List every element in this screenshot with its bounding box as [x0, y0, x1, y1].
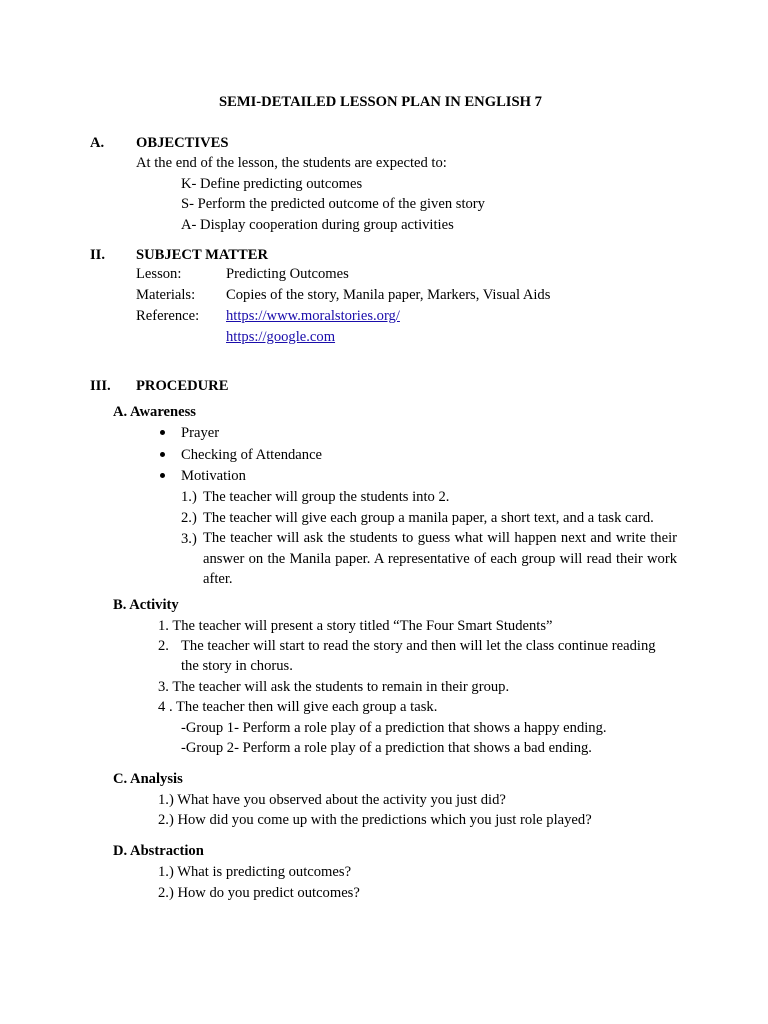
document-title: SEMI-DETAILED LESSON PLAN IN ENGLISH 7: [219, 94, 542, 110]
objectives-intro: At the end of the lesson, the students are expected to:: [136, 155, 447, 171]
bullet-prayer: [160, 430, 165, 435]
activity-step-3: 3. The teacher will ask the students to remain in their group.: [158, 679, 510, 695]
procedure-heading: PROCEDURE: [136, 378, 229, 394]
activity-heading: B. Activity: [113, 597, 179, 613]
awareness-bullet-motivation: Motivation: [181, 468, 246, 484]
analysis-question-1: 1.) What have you observed about the activity you just did?: [158, 792, 506, 808]
awareness-step-1-number: 1.): [181, 489, 197, 505]
objective-knowledge: K- Define predicting outcomes: [181, 176, 363, 192]
abstraction-heading: D. Abstraction: [113, 843, 204, 859]
objectives-number: A.: [90, 135, 105, 151]
procedure-number: III.: [90, 378, 111, 394]
awareness-step-3-text: The teacher will ask the students to guess what will happen next and write their answer on the Manila paper. A representative of each group will read their work after.: [203, 530, 677, 587]
lesson-value: Predicting Outcomes: [226, 266, 349, 282]
subject-matter-number: II.: [90, 247, 106, 263]
awareness-heading: A. Awareness: [113, 404, 196, 420]
materials-value: Copies of the story, Manila paper, Markers, Visual Aids: [226, 287, 551, 303]
reference-link-google[interactable]: https://google.com: [226, 329, 336, 345]
lesson-label: Lesson:: [136, 266, 182, 282]
awareness-step-1-text: The teacher will group the students into 2.: [203, 489, 450, 505]
analysis-question-2: 2.) How did you come up with the predictions which you just role played?: [158, 812, 592, 828]
reference-label: Reference:: [136, 308, 200, 324]
activity-group-1: -Group 1- Perform a role play of a prediction that shows a happy ending.: [181, 720, 607, 736]
subject-matter-heading: SUBJECT MATTER: [136, 247, 269, 263]
activity-step-2-line-1: The teacher will start to read the story and then will let the class continue reading: [181, 638, 656, 654]
bullet-attendance: [160, 452, 165, 457]
activity-step-4: 4 . The teacher then will give each group a task.: [158, 699, 438, 715]
activity-step-2-number: 2.: [158, 638, 169, 654]
activity-step-1: 1. The teacher will present a story titled “The Four Smart Students”: [158, 618, 553, 634]
analysis-heading: C. Analysis: [113, 771, 183, 787]
reference-link-moralstories[interactable]: https://www.moralstories.org/: [226, 308, 400, 324]
objective-skill: S- Perform the predicted outcome of the given story: [181, 196, 485, 212]
objective-attitude: A- Display cooperation during group activities: [181, 217, 454, 233]
awareness-step-2-number: 2.): [181, 510, 197, 526]
awareness-step-2-text: The teacher will give each group a manila paper, a short text, and a task card.: [203, 510, 654, 526]
objectives-heading: OBJECTIVES: [136, 135, 229, 151]
activity-group-2: -Group 2- Perform a role play of a prediction that shows a bad ending.: [181, 740, 592, 756]
bullet-motivation: [160, 473, 165, 478]
awareness-bullet-attendance: Checking of Attendance: [181, 447, 323, 463]
materials-label: Materials:: [136, 287, 196, 303]
abstraction-question-2: 2.) How do you predict outcomes?: [158, 885, 360, 901]
activity-step-2-line-2: the story in chorus.: [181, 658, 293, 674]
abstraction-question-1: 1.) What is predicting outcomes?: [158, 864, 352, 880]
awareness-bullet-prayer: Prayer: [181, 425, 220, 441]
awareness-step-3-number: 3.): [181, 531, 197, 547]
